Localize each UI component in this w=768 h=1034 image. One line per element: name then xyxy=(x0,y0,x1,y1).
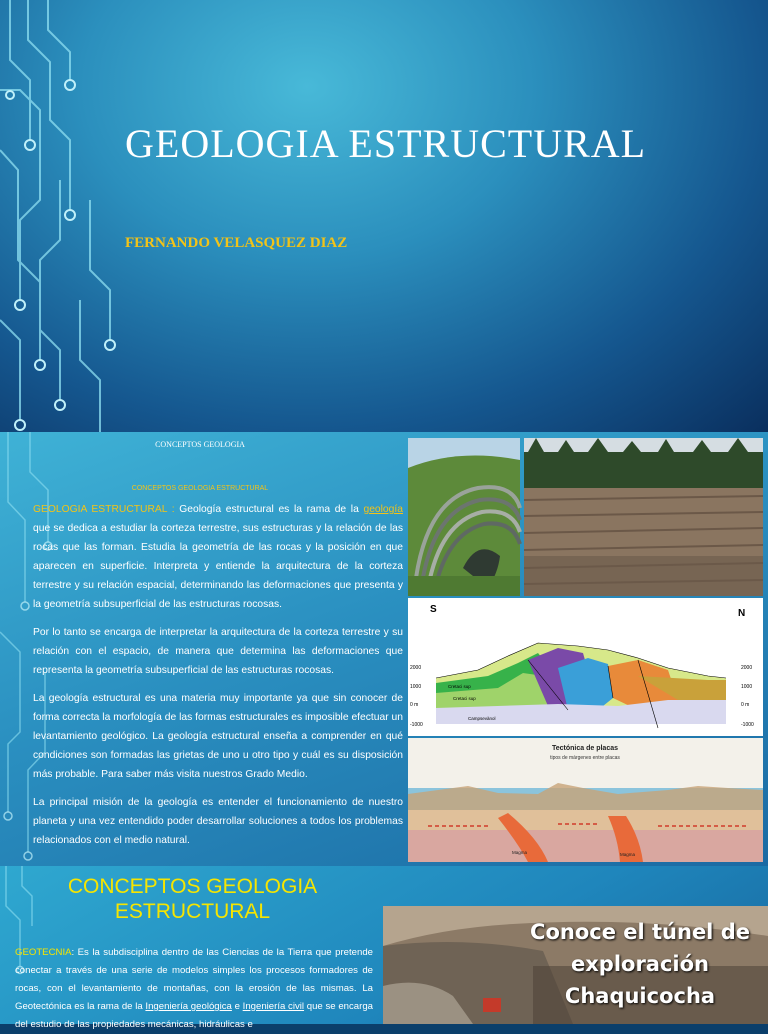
magma-label-1: Magma xyxy=(512,850,528,855)
caption-line-2: exploración xyxy=(571,952,709,976)
elev-label: -1000 xyxy=(410,722,423,728)
term-geologia-estructural: GEOLOGIA ESTRUCTURAL xyxy=(33,504,168,515)
presentation-title: GEOLOGIA ESTRUCTURAL xyxy=(125,121,647,166)
paragraph-2: Por lo tanto se encarga de interpretar la arquitectura de la corteza terrestre y su relación con el espacio, de manera que determina las deformaciones que representa la geometría subsuperficial de las estructuras rocosas. xyxy=(33,627,403,676)
elev-label: 1000 xyxy=(410,684,422,690)
north-label: N xyxy=(738,608,746,619)
concepts-body xyxy=(33,500,403,859)
circuit-decoration xyxy=(0,0,130,432)
unit-label: Cretaci sup xyxy=(448,684,471,689)
elev-label: 2000 xyxy=(410,665,422,671)
geotecnia-slide xyxy=(0,866,768,1030)
tectonics-title: Tectónica de placas xyxy=(551,745,619,752)
south-label: S xyxy=(430,604,437,615)
paragraph-3: La geología estructural es una materia muy importante ya que sin conocer de forma correcta la morfología de las formas estructurales es imposible efectuar un levantamiento geológico. La geología estructural enseña a comprender en qué condiciones son formadas las grietas de uno u otro tipo y cuál es su disposición más probable. Para saber más visita nuestros Grado Medio. xyxy=(33,693,403,780)
term-geotecnia: GEOTECNIA xyxy=(15,947,72,958)
elev-label: 2000 xyxy=(741,665,753,671)
paragraph-4: La principal misión de la geología es entender el funcionamiento de nuestro planeta y una vez entendido poder desarrollar soluciones a todos los problemas relacionados con el medio natural. xyxy=(33,797,403,846)
geotecnia-text-b: que se encarga del estudio de las propiedades mecánicas, hidráulicas e xyxy=(15,1001,373,1030)
image-collage xyxy=(408,438,763,862)
author-name: FERNANDO VELASQUEZ DIAZ xyxy=(125,235,348,251)
unit-label: Campsevànol xyxy=(468,716,496,721)
geologia-link[interactable]: geología xyxy=(363,504,403,515)
geotecnia-body xyxy=(15,944,373,1034)
caption-line-1: Conoce el túnel de xyxy=(530,920,750,944)
elev-label: -1000 xyxy=(741,722,754,728)
magma-label-2: Magma xyxy=(620,852,636,857)
plate-tectonics-diagram xyxy=(408,738,763,862)
slide-title: CONCEPTOS GEOLOGIA ESTRUCTURAL xyxy=(67,875,318,923)
unit-label: Cretaci sup xyxy=(453,696,476,701)
caption-line-3: Chaquicocha xyxy=(564,984,716,1008)
definition-text-b: que se dedica a estudiar la corteza terrestre, sus estructuras y la relación de las rocas que las forman. Estudia la geometría de las rocas y la posición en que aparecen en superficie. Interpreta y entiende la arquitectura de la corteza terrestre y su relación espacial, determinando las deformaciones que presenta y la geometría subsuperficial de las estructuras rocosas. xyxy=(33,523,403,610)
slide-subtitle: CONCEPTOS GEOLOGIA ESTRUCTURAL xyxy=(131,485,269,492)
tunnel-caption xyxy=(520,916,760,1012)
elev-label: 1000 xyxy=(741,684,753,690)
ingenieria-civil-link[interactable]: Ingeniería civil xyxy=(242,1001,305,1012)
paragraph-definition xyxy=(33,500,403,614)
geotecnia-text-a: : Es la subdisciplina dentro de las Ciencias de la Tierra que pretende conectar a través de una serie de modelos simples los procesos formadores de rocas, con el levantamiento de montañas, con la erosión de las mismas. La Geotectónica es la rama de la xyxy=(15,947,373,1012)
title-slide xyxy=(0,0,768,432)
folded-strata-photo xyxy=(408,438,520,596)
excavation-photo xyxy=(524,438,763,596)
geologic-cross-section xyxy=(408,598,763,736)
slide-header: CONCEPTOS GEOLOGIA xyxy=(155,440,245,449)
elev-label: 0 m xyxy=(741,702,750,708)
tectonics-subtitle: tipos de márgenes entre placas xyxy=(550,755,620,761)
ingenieria-geologica-link[interactable]: Ingeniería geológica xyxy=(145,1001,232,1012)
elev-label: 0 m xyxy=(410,702,419,708)
colon: : xyxy=(167,504,180,515)
definition-text-a: Geología estructural es la rama de la xyxy=(179,504,364,515)
concepts-slide xyxy=(0,432,768,866)
geotecnia-text-mid: e xyxy=(231,1001,243,1012)
